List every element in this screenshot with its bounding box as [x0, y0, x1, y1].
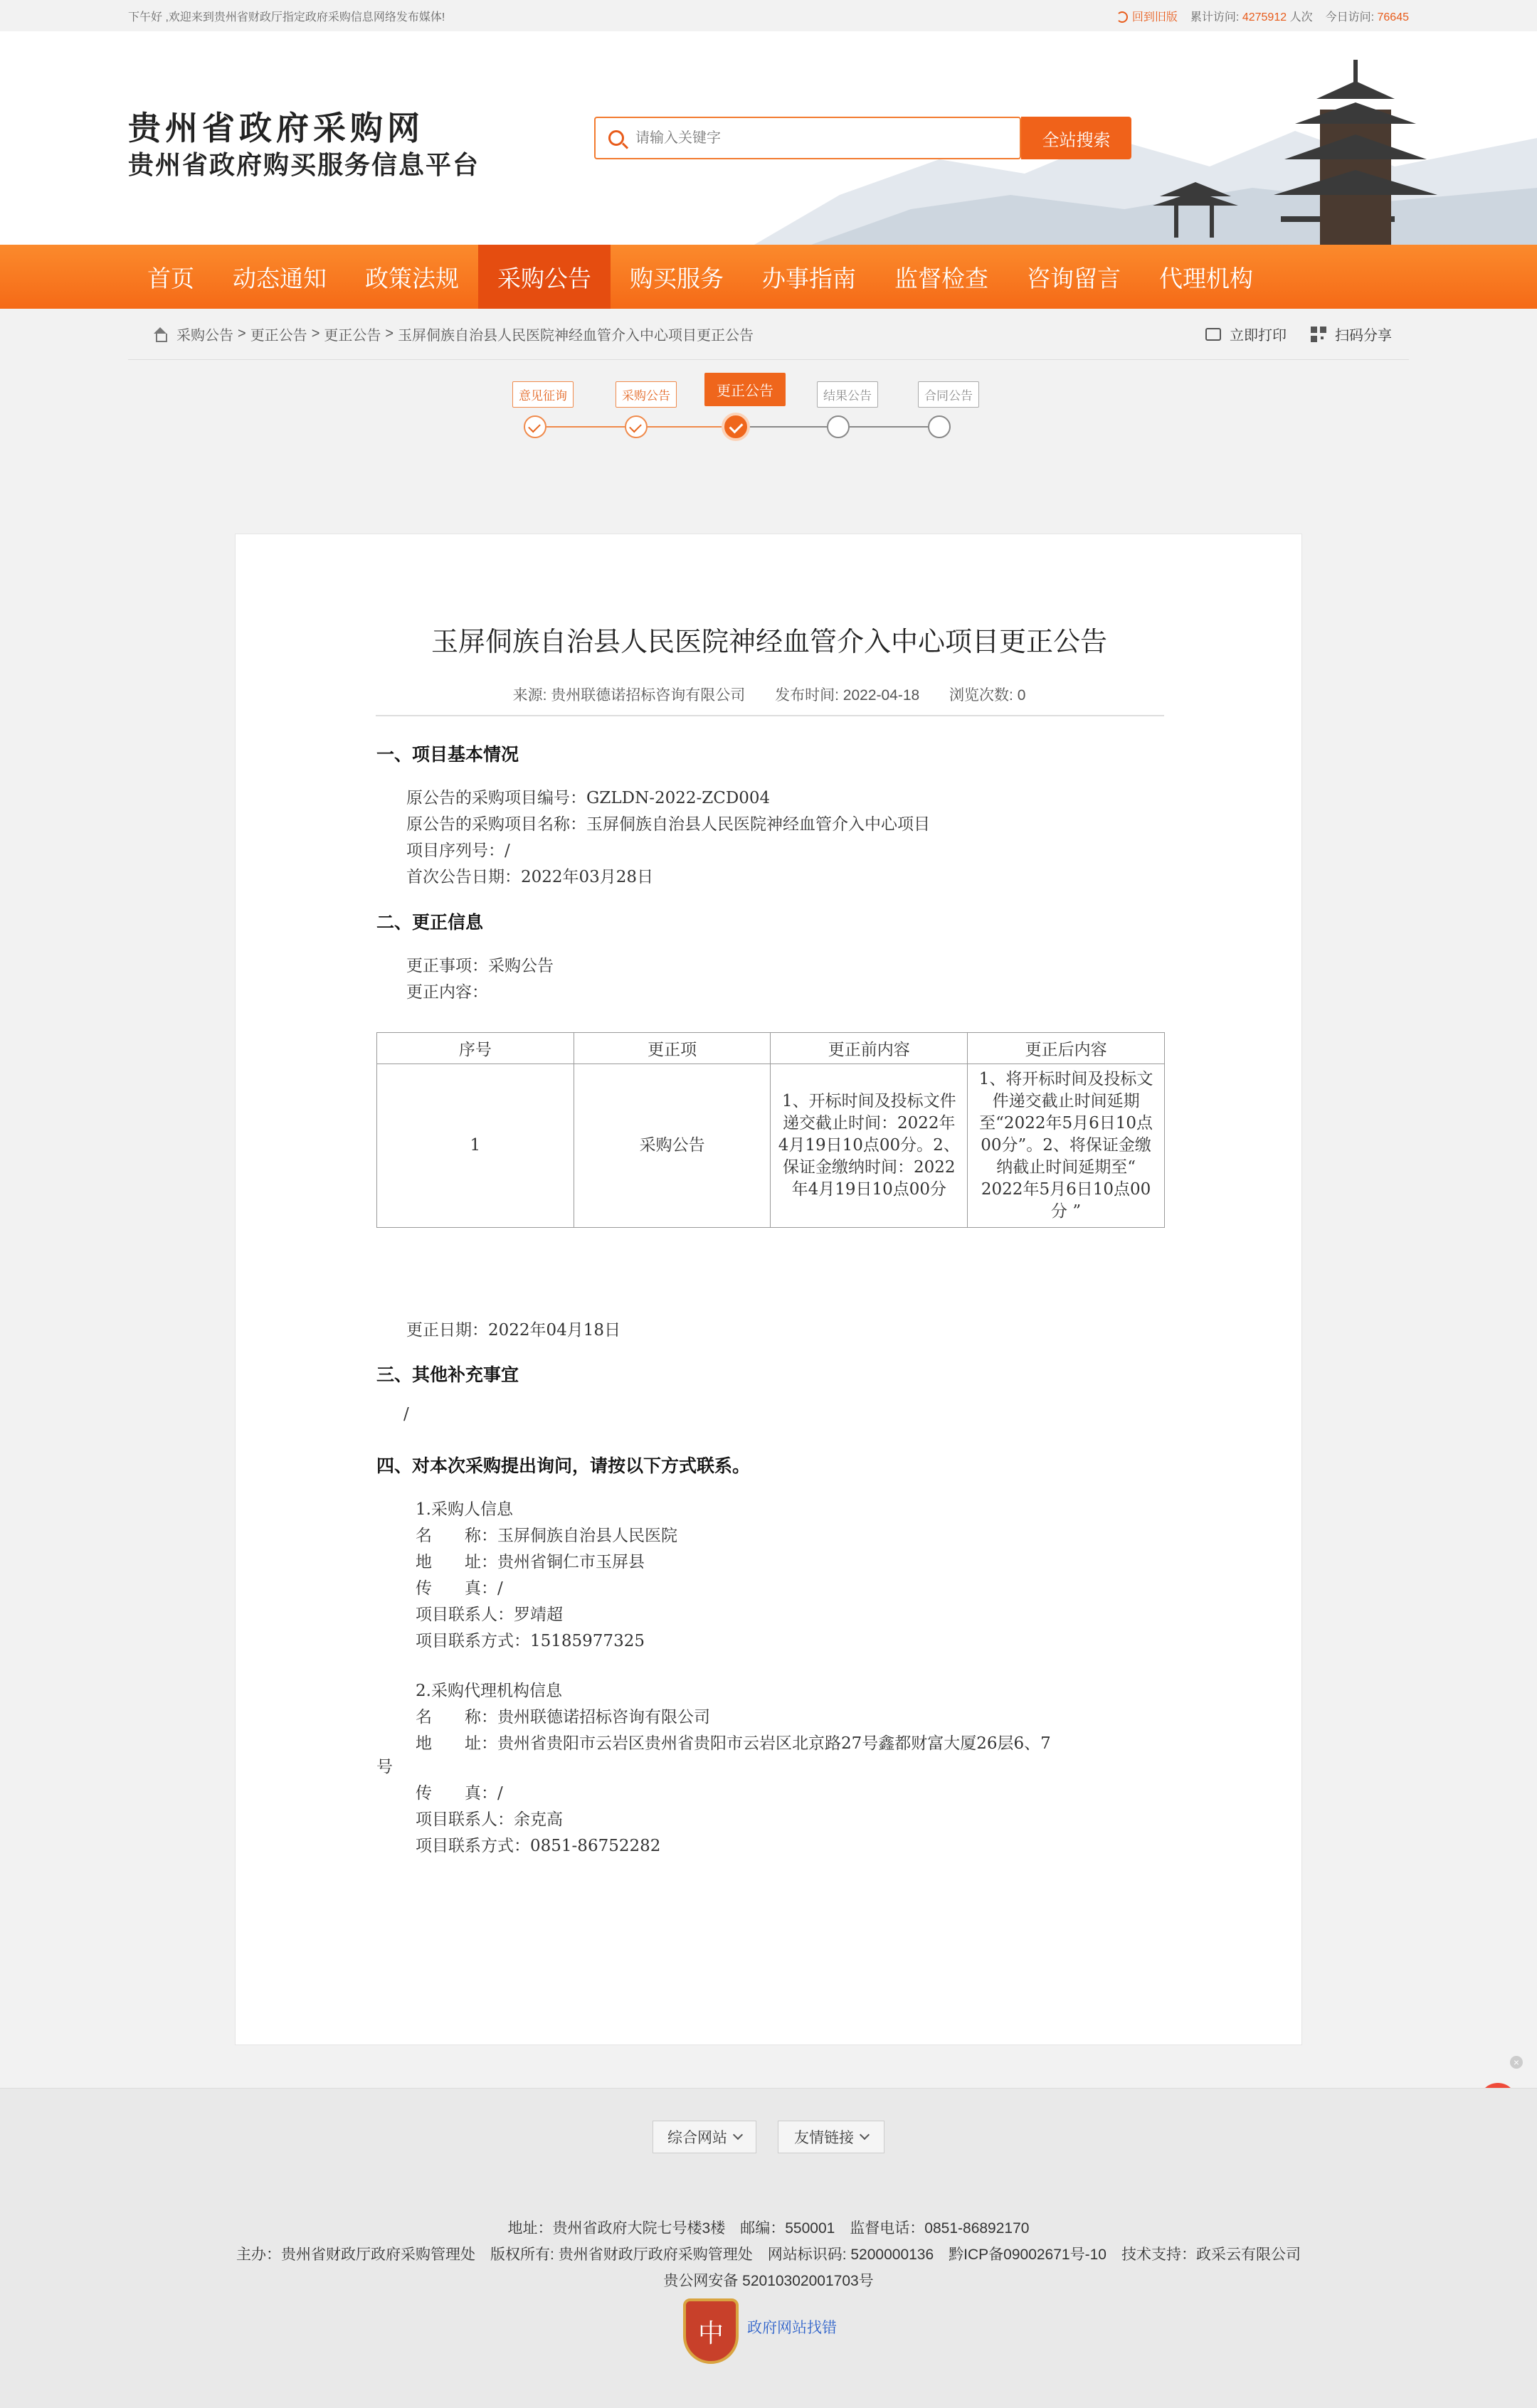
links-select[interactable]: 友情链接 [778, 2121, 884, 2153]
top-bar [0, 0, 1537, 31]
nav-consult[interactable]: 咨询留言 [1027, 265, 1121, 292]
qr-code-icon [1311, 327, 1326, 342]
table-header: 更正前内容 [771, 1033, 968, 1064]
breadcrumb-item[interactable]: 更正公告 [250, 328, 307, 344]
text-line: 首次公告日期：2022年03月28日 [406, 868, 654, 886]
table-row [377, 1064, 1165, 1228]
step-done-icon [625, 415, 648, 438]
divider [376, 715, 1164, 716]
step-connector [648, 426, 726, 428]
nav-procurement[interactable]: 采购公告 [478, 245, 611, 309]
close-icon[interactable]: × [1510, 2056, 1523, 2069]
main-nav [0, 245, 1537, 309]
text-line: 传 真：/ [416, 1579, 503, 1598]
breadcrumb-current: 玉屏侗族自治县人民医院神经血管介入中心项目更正公告 [398, 328, 754, 344]
article-title: 玉屏侗族自治县人民医院神经血管介入中心项目更正公告 [431, 627, 1107, 657]
article-date: 发布时间: 2022-04-18 [775, 687, 920, 704]
step-connector [850, 426, 928, 428]
nav-agencies[interactable]: 代理机构 [1159, 265, 1253, 292]
nav-supervision[interactable]: 监督检查 [894, 265, 988, 292]
chevron-down-icon [860, 2130, 870, 2140]
site-subtitle: 贵州省政府购买服务信息平台 [128, 151, 480, 180]
article-paper [235, 534, 1302, 2045]
text-line: 原公告的采购项目名称：玉屏侗族自治县人民医院神经血管介入中心项目 [406, 815, 930, 834]
article-meta [236, 684, 1303, 705]
article-views: 浏览次数: 0 [949, 687, 1026, 704]
text-line: 名 称：玉屏侗族自治县人民医院 [416, 1527, 677, 1545]
text-line: 项目联系人：罗靖超 [416, 1606, 563, 1624]
step-connector [749, 426, 827, 428]
process-steps [128, 360, 1409, 474]
site-header [0, 31, 1537, 245]
text-line: 名 称：贵州联德诺招标咨询有限公司 [416, 1708, 710, 1727]
printer-icon [1205, 328, 1221, 341]
section-heading: 四、对本次采购提出询问，请按以下方式联系。 [376, 1455, 751, 1476]
text-line: / [403, 1405, 409, 1423]
nav-home[interactable]: 首页 [147, 265, 194, 292]
step-connector [546, 426, 625, 428]
correction-table [376, 1032, 1165, 1228]
text-line: 更正内容： [406, 983, 488, 1002]
step-result[interactable]: 结果公告 [817, 381, 878, 408]
text-line: 项目联系人：余克高 [416, 1810, 563, 1829]
chevron-down-icon [733, 2130, 743, 2140]
text-line: 传 真：/ [416, 1784, 503, 1803]
site-select[interactable]: 综合网站 [653, 2121, 756, 2153]
breadcrumb-bar [128, 309, 1409, 360]
section-heading: 二、更正信息 [376, 912, 484, 933]
text-line: 原公告的采购项目编号：GZLDN-2022-ZCD004 [406, 789, 771, 807]
text-line: 1.采购人信息 [416, 1500, 513, 1519]
party-gov-emblem-icon[interactable]: 中 [683, 2298, 739, 2364]
table-cell: 1 [377, 1064, 574, 1228]
table-cell: 1、开标时间及投标文件递交截止时间：2022年4月19日10点00分。2、保证金缴纳时间：2022年4月19日10点00分 [771, 1064, 968, 1228]
footer-copyright: 主办：贵州省财政厅政府采购管理处 版权所有: 贵州省财政厅政府采购管理处 网站标识码: 5200000136 黔ICP备09002671号-10 技术支持：政采云有限公司 [236, 2247, 1301, 2263]
today-visits: 今日访问: 76645 [1325, 11, 1409, 23]
text-line: 项目联系方式：0851-86752282 [416, 1837, 661, 1855]
step-procurement[interactable]: 采购公告 [616, 381, 677, 408]
text-line: 地 址：贵州省贵阳市云岩区贵州省贵阳市云岩区北京路27号鑫都财富大厦26层6、7 [416, 1734, 1051, 1753]
footer-police[interactable]: 贵公网安备 52010302001703号 [663, 2273, 874, 2289]
step-todo-icon [928, 415, 951, 438]
text-line: 2.采购代理机构信息 [416, 1682, 562, 1700]
nav-purchase-services[interactable]: 购买服务 [630, 265, 724, 292]
step-done-icon [524, 415, 546, 438]
print-button[interactable]: 立即打印 [1205, 324, 1287, 344]
table-header: 更正后内容 [968, 1033, 1165, 1064]
breadcrumb: 采购公告 > 更正公告 > 更正公告 > 玉屏侗族自治县人民医院神经血管介入中心项目更正公告 [128, 324, 754, 344]
table-header: 序号 [377, 1033, 574, 1064]
step-todo-icon [827, 415, 850, 438]
fix-date: 更正日期：2022年04月18日 [406, 1321, 621, 1340]
back-old-link[interactable]: 回到旧版 [1116, 8, 1178, 24]
step-correction[interactable]: 更正公告 [704, 373, 786, 406]
site-title: 贵州省政府采购网 [128, 109, 424, 147]
table-header: 更正项 [574, 1033, 771, 1064]
breadcrumb-item[interactable]: 采购公告 [176, 328, 233, 344]
share-button[interactable]: 扫码分享 [1311, 324, 1392, 344]
search-icon [608, 130, 624, 146]
table-cell: 采购公告 [574, 1064, 771, 1228]
home-icon[interactable] [152, 327, 168, 341]
breadcrumb-item[interactable]: 更正公告 [324, 328, 381, 344]
total-visits: 累计访问: 4275912 人次 [1190, 11, 1313, 23]
search-box [594, 117, 1021, 159]
step-current-icon [724, 415, 747, 438]
text-line: 号 [376, 1758, 393, 1776]
welcome-text: 下午好 ,欢迎来到贵州省财政厅指定政府采购信息网络发布媒体! [128, 11, 445, 23]
section-heading: 三、其他补充事宜 [376, 1364, 519, 1385]
search-input[interactable] [635, 118, 1020, 158]
nav-guide[interactable]: 办事指南 [762, 265, 856, 292]
section-heading: 一、项目基本情况 [376, 744, 519, 765]
footer-address: 地址：贵州省政府大院七号楼3楼 邮编：550001 监督电话：0851-86892170 [507, 2220, 1030, 2237]
nav-notices[interactable]: 动态通知 [233, 265, 327, 292]
text-line: 地 址：贵州省铜仁市玉屏县 [416, 1553, 645, 1571]
footer [0, 2088, 1537, 2408]
gov-site-error-link[interactable]: 政府网站找错 [747, 2320, 837, 2336]
text-line: 更正事项：采购公告 [406, 957, 554, 975]
back-icon [1116, 11, 1128, 23]
step-contract[interactable]: 合同公告 [918, 381, 979, 408]
table-cell: 1、将开标时间及投标文件递交截止时间延期至“2022年5月6日10点00分”。2、将保证金缴纳截止时间延期至“ 2022年5月6日10点00分 ” [968, 1064, 1165, 1228]
search-button[interactable]: 全站搜索 [1021, 117, 1131, 159]
article-source: 来源: 贵州联德诺招标咨询有限公司 [512, 687, 746, 704]
nav-policies[interactable]: 政策法规 [365, 265, 459, 292]
text-line: 项目联系方式：15185977325 [416, 1632, 645, 1650]
step-consultation[interactable]: 意见征询 [512, 381, 574, 408]
text-line: 项目序列号：/ [406, 842, 510, 860]
